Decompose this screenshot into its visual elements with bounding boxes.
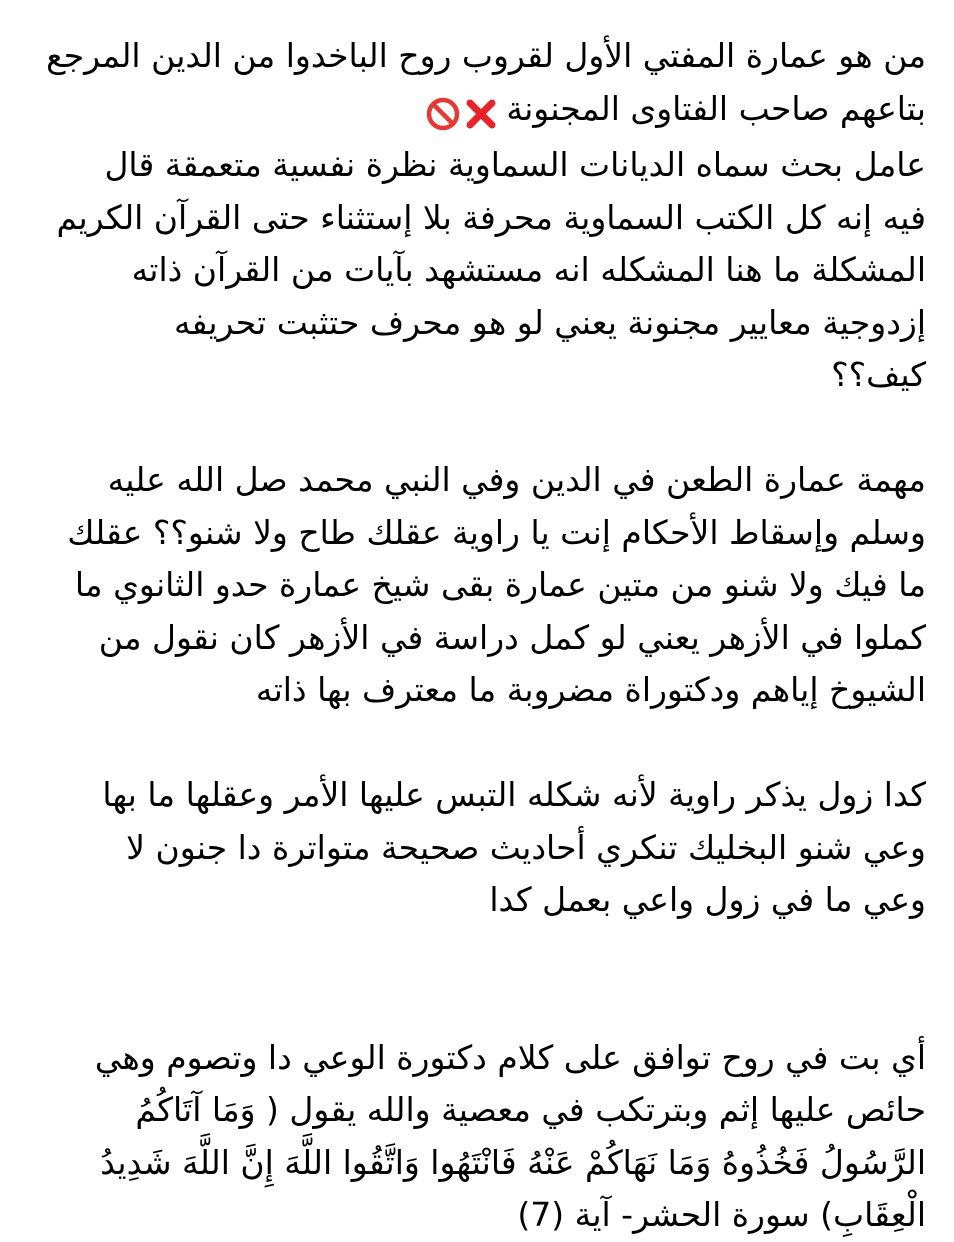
text-line-with-emojis bbox=[28, 83, 926, 140]
text-line: ما فيك ولا شنو من متين عمارة بقى شيخ عمارة حدو الثانوي ما bbox=[74, 565, 926, 604]
paragraph-gap bbox=[28, 927, 926, 1032]
text-line: حائص عليها إثم وبترتكب في معصية والله يقول ( وَمَا آتَاكُمُ bbox=[135, 1090, 926, 1129]
paragraph-gap bbox=[28, 717, 926, 770]
text-line: وعي ما في زول واعي بعمل كدا bbox=[489, 880, 926, 919]
emoji-group bbox=[424, 87, 500, 140]
text-line: كملوا في الأزهر يعني لو كمل دراسة في الأزهر كان نقول من bbox=[98, 617, 926, 657]
post-text bbox=[28, 30, 926, 1242]
text-line: إزدوجية معايير مجنونة يعني لو هو محرف حتثبت تحريفه bbox=[173, 302, 926, 342]
text-line: كيف؟؟ bbox=[831, 355, 926, 394]
text-line: من هو عمارة المفتي الأول لقروب روح الباخدوا من الدين المرجع bbox=[46, 36, 926, 75]
text-line: بتاعهم صاحب الفتاوى المجنونة bbox=[506, 88, 926, 128]
paragraph-gap bbox=[28, 402, 926, 455]
text-line: وسلم وإسقاط الأحكام إنت يا راوية عقلك طاح ولا شنو؟؟ عقلك bbox=[67, 512, 926, 552]
text-line: مهمة عمارة الطعن في الدين وفي النبي محمد صل الله عليه bbox=[107, 460, 926, 499]
text-line: المشكلة ما هنا المشكله انه مستشهد بآيات من القرآن ذاته bbox=[131, 250, 926, 289]
quran-citation-line: الْعِقَابِ) سورة الحشر- آية (7) bbox=[517, 1195, 926, 1234]
text-line: فيه إنه كل الكتب السماوية محرفة بلا إستثناء حتى القرآن الكريم bbox=[56, 197, 926, 237]
text-line: الشيوخ إياهم ودكتوراة مضروبة ما معترف بها ذاته bbox=[255, 670, 926, 709]
text-line: عامل بحث سماه الديانات السماوية نظرة نفسية متعمقة قال bbox=[104, 145, 926, 184]
text-line: أي بت في روح توافق على كلام دكتورة الوعي دا وتصوم وهي bbox=[94, 1037, 926, 1077]
text-line: كدا زول يذكر راوية لأنه شكله التبس عليها الأمر وعقلها ما بها bbox=[102, 775, 926, 814]
cross-mark-icon bbox=[464, 97, 498, 131]
text-line: وعي شنو البخليك تنكري أحاديث صحيحة متواترة دا جنون لا bbox=[126, 827, 926, 867]
prohibited-icon bbox=[426, 97, 460, 131]
quran-verse-line: الرَّسُولُ فَخُذُوهُ وَمَا نَهَاكُمْ عَنْهُ فَانْتَهُوا وَاتَّقُوا اللَّهَ إِنَّ اللَّهَ شَدِيدُ bbox=[100, 1142, 926, 1182]
